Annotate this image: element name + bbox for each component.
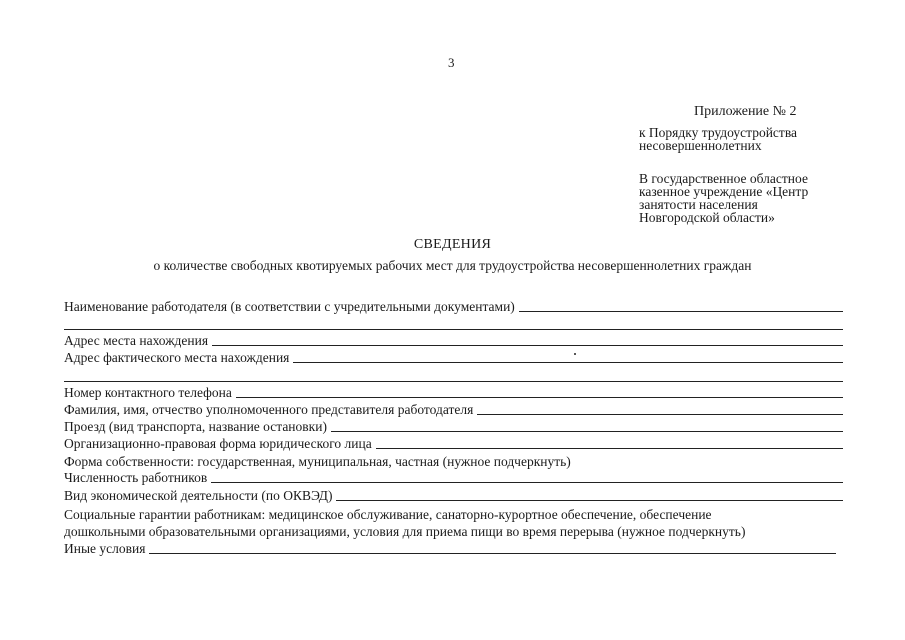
okved-field[interactable] — [64, 487, 843, 503]
okved-line[interactable] — [336, 499, 843, 501]
other-conditions-field[interactable] — [64, 540, 836, 556]
employees-line[interactable] — [211, 481, 843, 483]
other-conditions-label: Иные условия — [64, 540, 146, 556]
appendix-reference — [639, 126, 797, 152]
addressee-line: занятости населения — [639, 197, 758, 212]
transport-label: Проезд (вид транспорта, название остановки) — [64, 418, 327, 434]
representative-label: Фамилия, имя, отчество уполномоченного представителя работодателя — [64, 401, 474, 417]
addressee-block — [639, 172, 808, 224]
phone-line[interactable] — [236, 396, 843, 398]
legal-form-field[interactable] — [64, 435, 843, 451]
addressee-line: В государственное областное — [639, 171, 808, 186]
legal-form-line[interactable] — [376, 447, 843, 449]
employer-name-continuation-line[interactable] — [64, 329, 843, 330]
other-conditions-line[interactable] — [149, 552, 836, 554]
addressee-line: казенное учреждение «Центр — [639, 184, 809, 199]
employer-name-field[interactable] — [64, 298, 843, 314]
actual-address-continuation-line[interactable] — [64, 381, 843, 382]
actual-address-field[interactable] — [64, 349, 843, 365]
page-number: 3 — [448, 55, 455, 70]
transport-line[interactable] — [331, 430, 843, 432]
document-subtitle: о количестве свободных квотируемых рабочих мест для трудоустройства несовершеннолетних граждан — [153, 258, 752, 273]
representative-field[interactable] — [64, 401, 843, 417]
stray-dot — [574, 353, 576, 355]
ownership-label[interactable]: Форма собственности: государственная, муниципальная, частная (нужное подчеркнуть) — [64, 454, 571, 469]
employer-name-label: Наименование работодателя (в соответствии с учредительными документами) — [64, 298, 515, 314]
address-line[interactable] — [212, 344, 843, 346]
employer-name-line[interactable] — [519, 310, 843, 312]
transport-field[interactable] — [64, 418, 843, 434]
employees-field[interactable] — [64, 469, 843, 485]
addressee-line: Новгородской области» — [639, 210, 775, 225]
legal-form-label: Организационно-правовая форма юридического лица — [64, 435, 372, 451]
document-title: СВЕДЕНИЯ — [413, 237, 492, 252]
representative-line[interactable] — [477, 413, 843, 415]
guarantees-line-2[interactable]: дошкольными образовательными организациями, условия для приема пищи во время перерыва (нужное подчеркнуть) — [64, 524, 746, 539]
employees-label: Численность работников — [64, 469, 208, 485]
actual-address-label: Адрес фактического места нахождения — [64, 349, 290, 365]
okved-label: Вид экономической деятельности (по ОКВЭД) — [64, 487, 333, 503]
guarantees-line-1[interactable]: Социальные гарантии работникам: медицинское обслуживание, санаторно-курортное обеспечение, обеспечение — [64, 507, 712, 522]
address-field[interactable] — [64, 332, 843, 348]
phone-label: Номер контактного телефона — [64, 384, 232, 400]
appendix-title: Приложение № 2 — [694, 104, 797, 119]
appendix-reference-line: к Порядку трудоустройства — [639, 125, 798, 140]
address-label: Адрес места нахождения — [64, 332, 209, 348]
phone-field[interactable] — [64, 384, 843, 400]
actual-address-line[interactable] — [293, 361, 843, 363]
appendix-reference-line: несовершеннолетних — [639, 138, 762, 153]
